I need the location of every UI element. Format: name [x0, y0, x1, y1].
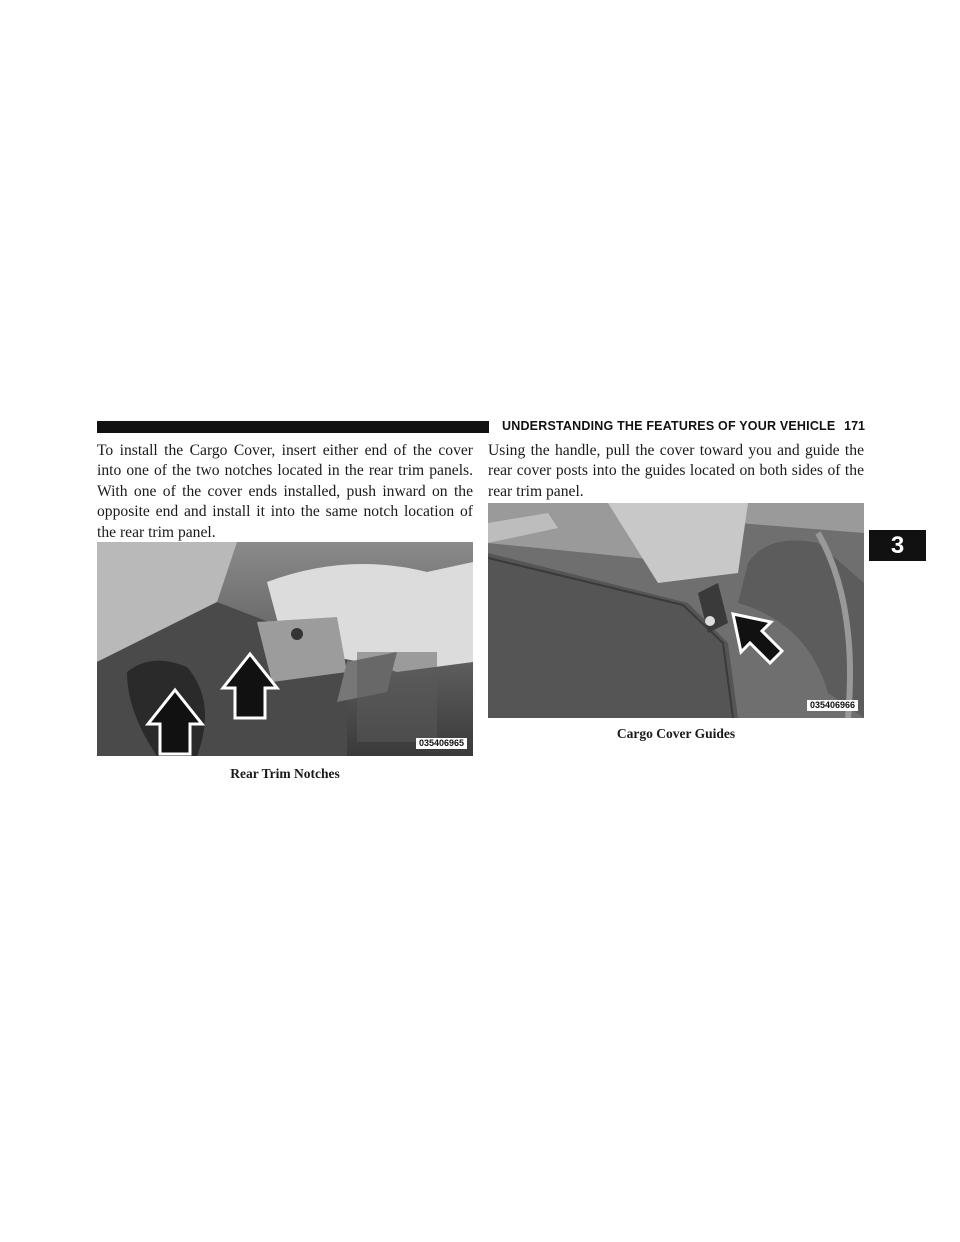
header-rule: [97, 421, 489, 433]
rear-trim-notches-photo: [97, 542, 473, 756]
figure-caption: Cargo Cover Guides: [616, 726, 736, 741]
page-number: 171: [844, 419, 865, 433]
cargo-cover-guides-photo: [488, 503, 864, 718]
section-title: UNDERSTANDING THE FEATURES OF YOUR VEHICLE: [502, 419, 836, 433]
guide-instructions-paragraph: Using the handle, pull the cover toward you and guide the rear cover posts into the guides located on both sides of the rear trim panel.: [488, 442, 864, 500]
figure-code: 035406966: [807, 700, 858, 711]
install-instructions-paragraph: To install the Cargo Cover, insert either end of the cover into one of the two notches located in the rear trim panels. With one of the cover ends installed, push inward on the opposite end and install it into the same notch location of the rear trim panel.: [97, 442, 473, 541]
figure-caption: Rear Trim Notches: [230, 766, 340, 781]
chapter-tab: 3: [869, 530, 926, 561]
figure-code: 035406965: [416, 738, 467, 749]
